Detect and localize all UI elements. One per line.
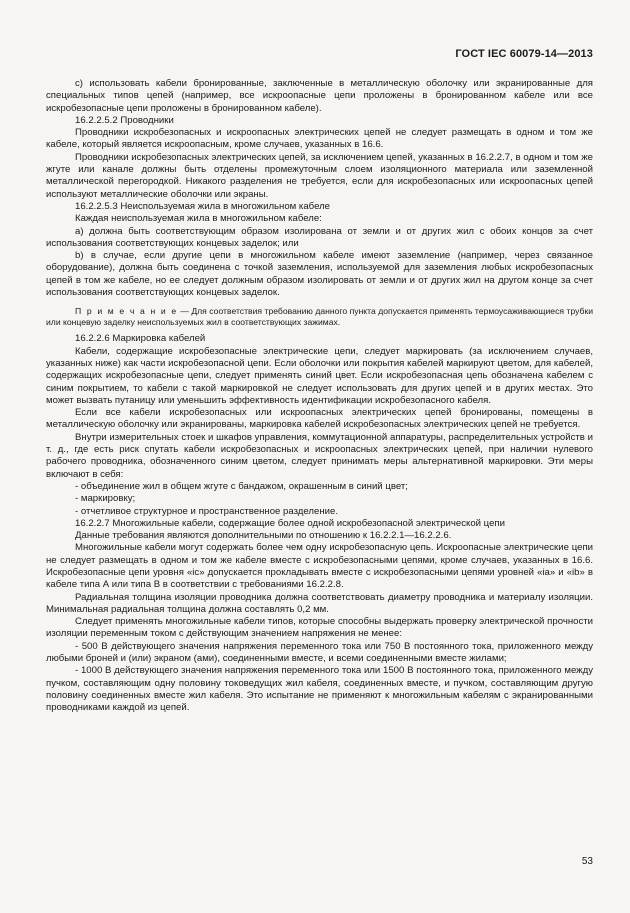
list-item: - 500 В действующего значения напряжения переменного тока или 750 В постоянного тока, приложенного между любыми броней и (или) экраном (ами), соединенными вместе, и всеми соединенными вместе жилами;: [46, 640, 593, 665]
paragraph: Данные требования являются дополнительными по отношению к 16.2.2.1—16.2.2.6.: [75, 530, 452, 542]
standard-designation: ГОСТ IEC 60079-14—2013: [455, 48, 593, 60]
note: [46, 306, 593, 328]
section-heading: 16.2.2.5.2 Проводники: [75, 114, 174, 126]
list-item: - 1000 В действующего значения напряжения переменного тока или 1500 В постоянного тока, приложенного между пучком, составляющим одну половину токоведущих жил кабеля, соединенных вместе, и пучком, составляющим другую половину соединенных вместе жил кабеля. Это испытание не применяют к многожильным кабелям с экранированными проводниками каждой из цепей.: [46, 665, 593, 714]
list-item: - объединение жил в общем жгуте с бандажом, окрашенным в синий цвет;: [75, 480, 408, 492]
paragraph: Кабели, содержащие искробезопасные электрические цепи, следует маркировать (за исключением случаев, указанных ниже) как части искробезопасной цепи. Если оболочки или покрытия кабелей маркируют цветом, для кабелей, содержащих искробезопасные цепи, следует применять синий цвет. Если искробезопасная цепь обозначена кабелем с синим покрытием, то кабели с такой маркировкой не следует использовать для других цепей и в других местах. Это может вызвать путаницу или уменьшить эффективность идентификации искробезопасного кабеля.: [46, 345, 593, 406]
paragraph: Следует применять многожильные кабели типов, которые способны выдержать проверку электрической прочности изоляции переменным током с действующим значением напряжения не менее:: [46, 616, 593, 640]
list-item: - отчетливое структурное и пространственное разделение.: [75, 505, 338, 517]
paragraph: Если все кабели искробезопасных или искроопасных электрических цепей бронированы, помещены в металлическую оболочку или экранированы, маркировка кабелей искробезопасных электрических цепей не требуется.: [46, 407, 593, 431]
section-heading: 16.2.2.7 Многожильные кабели, содержащие более одной искробезопасной электрической цепи: [75, 517, 505, 529]
list-item: b) в случае, если другие цепи в многожильном кабеле имеют заземление (например, через связанное оборудование), должна быть соединена с точкой заземления, используемой для заземления любых искробезопасных цепей в том же кабеле, но ее следует должным образом изолировать от земли и от других жил на другом конце за счет использования соответствующих концевых заделок.: [46, 250, 593, 299]
paragraph: Внутри измерительных стоек и шкафов управления, коммутационной аппаратуры, распределительных устройств и т. д., где есть риск спутать кабели искробезопасных и искроопасных электрических цепей, при наличии нулевого рабочего проводника, обозначенного синим цветом, следует принимать меры альтернативной маркировки. Эти меры включают в себя:: [46, 431, 593, 480]
paragraph: Каждая неиспользуемая жила в многожильном кабеле:: [75, 213, 322, 225]
document-body: [46, 78, 593, 715]
paragraph: Многожильные кабели могут содержать более чем одну искробезопасную цепь. Искроопасные электрические цепи не следует размещать в одном и том же кабеле вместе с искробезопасными цепями, кроме случаев, указанных в 16.6. Искробезопасные цепи уровня «ic» допускается прокладывать вместе с искробезопасными цепями уровней «ia» и «ib» в кабеле типа А или типа В в соответствии с требованиями 16.2.2.8.: [46, 542, 593, 591]
list-item: - маркировку;: [75, 493, 136, 505]
section-heading: 16.2.2.6 Маркировка кабелей: [75, 333, 206, 345]
paragraph: Проводники искробезопасных электрических цепей, за исключением цепей, указанных в 16.2.2.7, в одном и том же жгуте или канале должны быть отделены промежуточным слоем изоляционного материала или заземленной металлической перегородкой. Никакого разделения не требуется, если для искробезопасных или искроопасных цепей используют металлические оболочки или экраны.: [46, 151, 593, 200]
list-item: a) должна быть соответствующим образом изолирована от земли и от других жил с обоих концов за счет использования соответствующих концевых заделок; или: [46, 225, 593, 249]
paragraph: Проводники искробезопасных и искроопасных электрических цепей не следует размещать в одном и том же кабеле, который является искроопасным, кроме случаев, указанных в 16.6.: [46, 127, 593, 151]
paragraph: с) использовать кабели бронированные, заключенные в металлическую оболочку или экранированные для специальных типов цепей (например, все искроопасные цепи проложены в бронированном кабеле или все искробезопасные цепи проложены в бронированном кабеле).: [46, 78, 593, 114]
page-number: 53: [581, 856, 593, 867]
section-heading: 16.2.2.5.3 Неиспользуемая жила в многожильном кабеле: [75, 200, 331, 212]
paragraph: Радиальная толщина изоляции проводника должна соответствовать диаметру проводника и материалу изоляции. Минимальная радиальная толщина должна составлять 0,2 мм.: [46, 591, 593, 615]
note-text: — Для соответствия требованию данного пункта допускается применять термоусаживающиеся трубки или концевую заделку неиспользуемых жил в соответствующих зажимах.: [46, 306, 594, 328]
note-label: П р и м е ч а н и е: [75, 306, 178, 317]
